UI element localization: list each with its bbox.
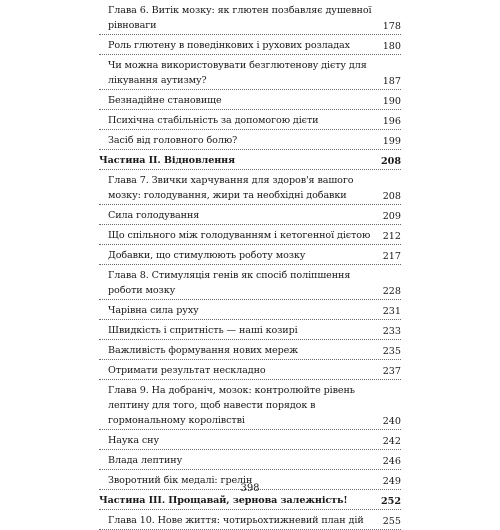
toc-entry-title: Добавки, що стимулюють роботу мозку [108,250,306,261]
toc-entry-title: Сила голодування [108,210,200,221]
toc-entry-title: Глава 7. Звички харчування для здоров'я вашого мозку: голодування, жири та необхідні добавки [108,175,354,201]
toc-entry-title: Безнадійне становище [108,95,222,106]
toc-entry-title: Частина II. Відновлення [99,155,236,166]
toc-entry-sub [99,248,401,265]
toc-entry-page: 209 [382,211,401,222]
toc-entry-page: 233 [382,326,401,337]
toc-entry-title: Глава 8. Стимуляція генів як спосіб поліпшення роботи мозку [108,270,351,296]
toc-entry-page: 246 [382,456,401,467]
toc-entry-chapter [99,268,401,300]
toc-entry-sub [99,453,401,470]
toc-entry-sub [99,433,401,450]
toc-entry-sub [99,113,401,130]
toc-entry-page: 178 [382,21,401,32]
toc-entry-chapter [99,3,401,35]
toc-entry-chapter [99,513,401,530]
toc-entry-page: 242 [382,436,401,447]
table-of-contents [99,0,401,530]
toc-entry-title: Глава 9. На добраніч, мозок: контролюйте рівень лептину для того, щоб навести порядок в гормональному королівстві [108,385,355,426]
toc-entry-page: 235 [382,346,401,357]
toc-entry-part [99,493,401,510]
toc-entry-sub [99,38,401,55]
toc-entry-title: Отримати результат нескладно [108,365,266,376]
toc-entry-title: Чи можна використовувати безглютенову дієту для лікування аутизму? [108,60,367,86]
toc-entry-page: 196 [382,116,401,127]
toc-entry-page: 208 [382,191,401,202]
toc-entry-title: Важливість формування нових мереж [108,345,298,356]
toc-entry-page: 237 [382,366,401,377]
toc-entry-sub [99,228,401,245]
toc-entry-title: Глава 10. Нове життя: чотирьохтижневий план дій [108,515,364,526]
toc-entry-page: 208 [380,156,401,167]
toc-entry-title: Частина III. Прощавай, зернова залежність! [99,495,348,506]
toc-entry-page: 231 [382,306,401,317]
toc-entry-page: 187 [382,76,401,87]
toc-entry-title: Зворотний бік медалі: грелін [108,475,253,486]
toc-entry-page: 217 [382,251,401,262]
toc-entry-sub [99,133,401,150]
toc-entry-title: Швидкість і спритність — наші козирі [108,325,298,336]
toc-entry-page: 190 [382,96,401,107]
toc-entry-sub [99,343,401,360]
toc-entry-title: Глава 6. Витік мозку: як глютен позбавляє душевної рівноваги [108,5,372,31]
toc-entry-page: 249 [382,476,401,487]
toc-entry-page: 252 [380,496,401,507]
toc-entry-page: 180 [382,41,401,52]
toc-entry-title: Що спільного між голодуванням і кетогенної дієтою [108,230,371,241]
toc-entry-page: 212 [382,231,401,242]
toc-entry-page: 255 [382,516,401,527]
toc-entry-sub [99,363,401,380]
toc-entry-part [99,153,401,170]
toc-entry-title: Роль глютену в поведінкових і рухових розладах [108,40,350,51]
toc-entry-page: 240 [382,416,401,427]
toc-entry-sub [99,93,401,110]
toc-entry-sub [99,58,401,90]
toc-entry-title: Влада лептину [108,455,183,466]
toc-entry-title: Чарівна сила руху [108,305,199,316]
toc-entry-page: 228 [382,286,401,297]
toc-entry-page: 199 [382,136,401,147]
toc-entry-sub [99,323,401,340]
toc-entry-sub [99,208,401,225]
toc-entry-sub [99,303,401,320]
toc-entry-title: Наука сну [108,435,160,446]
toc-entry-chapter [99,383,401,430]
toc-entry-title: Психічна стабільність за допомогою дієти [108,115,319,126]
page-number: 398 [240,483,260,494]
toc-entry-chapter [99,173,401,205]
toc-entry-title: Засіб від головного болю? [108,135,238,146]
